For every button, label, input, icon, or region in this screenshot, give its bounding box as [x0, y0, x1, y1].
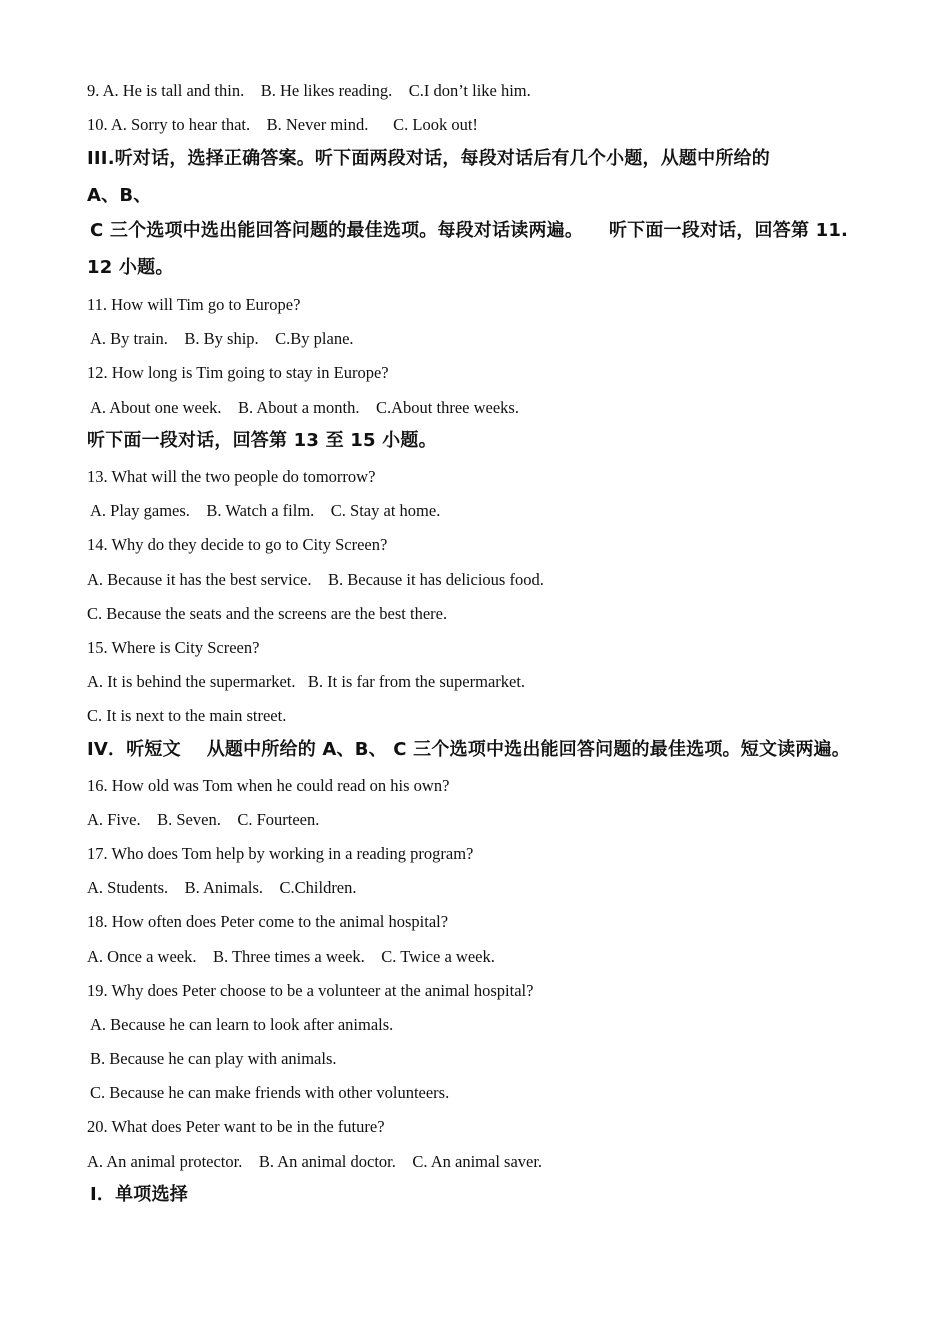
q12-options: A. About one week. B. About a month. C.About three weeks.: [90, 398, 519, 417]
section-i-heading: I．单项选择: [90, 1184, 188, 1205]
section-iii-instructions-cont: 12 小题。: [87, 257, 174, 278]
q13-question: 13. What will the two people do tomorrow?: [87, 467, 376, 486]
q10-options: 10. A. Sorry to hear that. B. Never mind. C. Look out!: [87, 115, 478, 134]
section-iii-instructions: C 三个选项中选出能回答问题的最佳选项。每段对话读两遍。 听下面一段对话，回答第 11.: [90, 220, 849, 241]
q15-options-ab: A. It is behind the supermarket. B. It is far from the supermarket.: [87, 672, 526, 691]
dialogue-2-heading: 听下面一段对话，回答第 13 至 15 小题。: [87, 430, 437, 451]
q17-options: A. Students. B. Animals. C.Children.: [87, 878, 357, 897]
q11-options: A. By train. B. By ship. C.By plane.: [90, 329, 354, 348]
q19-option-b: B. Because he can play with animals.: [90, 1049, 337, 1068]
q19-question: 19. Why does Peter choose to be a volunteer at the animal hospital?: [87, 981, 534, 1000]
q15-question: 15. Where is City Screen?: [87, 638, 260, 657]
q19-option-c: C. Because he can make friends with other volunteers.: [90, 1083, 450, 1102]
q18-options: A. Once a week. B. Three times a week. C. Twice a week.: [87, 947, 495, 966]
q16-options: A. Five. B. Seven. C. Fourteen.: [87, 810, 320, 829]
q18-question: 18. How often does Peter come to the animal hospital?: [87, 912, 449, 931]
q19-option-a: A. Because he can learn to look after animals.: [90, 1015, 394, 1034]
q20-options: A. An animal protector. B. An animal doctor. C. An animal saver.: [87, 1152, 543, 1171]
q12-question: 12. How long is Tim going to stay in Europe?: [87, 363, 389, 382]
q16-question: 16. How old was Tom when he could read on his own?: [87, 776, 450, 795]
q11-question: 11. How will Tim go to Europe?: [87, 295, 301, 314]
q14-question: 14. Why do they decide to go to City Screen?: [87, 535, 388, 554]
section-iii-heading-cont: A、B、: [87, 185, 152, 206]
section-iv-heading: IV．听短文 从题中所给的 A、B、 C 三个选项中选出能回答问题的最佳选项。短文读两遍。: [87, 739, 850, 760]
q14-option-c: C. Because the seats and the screens are the best there.: [87, 604, 448, 623]
q14-options-ab: A. Because it has the best service. B. Because it has delicious food.: [87, 570, 544, 589]
q9-options: 9. A. He is tall and thin. B. He likes reading. C.I don’t like him.: [87, 81, 531, 100]
q13-options: A. Play games. B. Watch a film. C. Stay at home.: [90, 501, 441, 520]
q17-question: 17. Who does Tom help by working in a reading program?: [87, 844, 474, 863]
q15-option-c: C. It is next to the main street.: [87, 706, 287, 725]
q20-question: 20. What does Peter want to be in the future?: [87, 1117, 385, 1136]
section-iii-heading: III.听对话，选择正确答案。听下面两段对话，每段对话后有几个小题，从题中所给的: [87, 148, 770, 169]
